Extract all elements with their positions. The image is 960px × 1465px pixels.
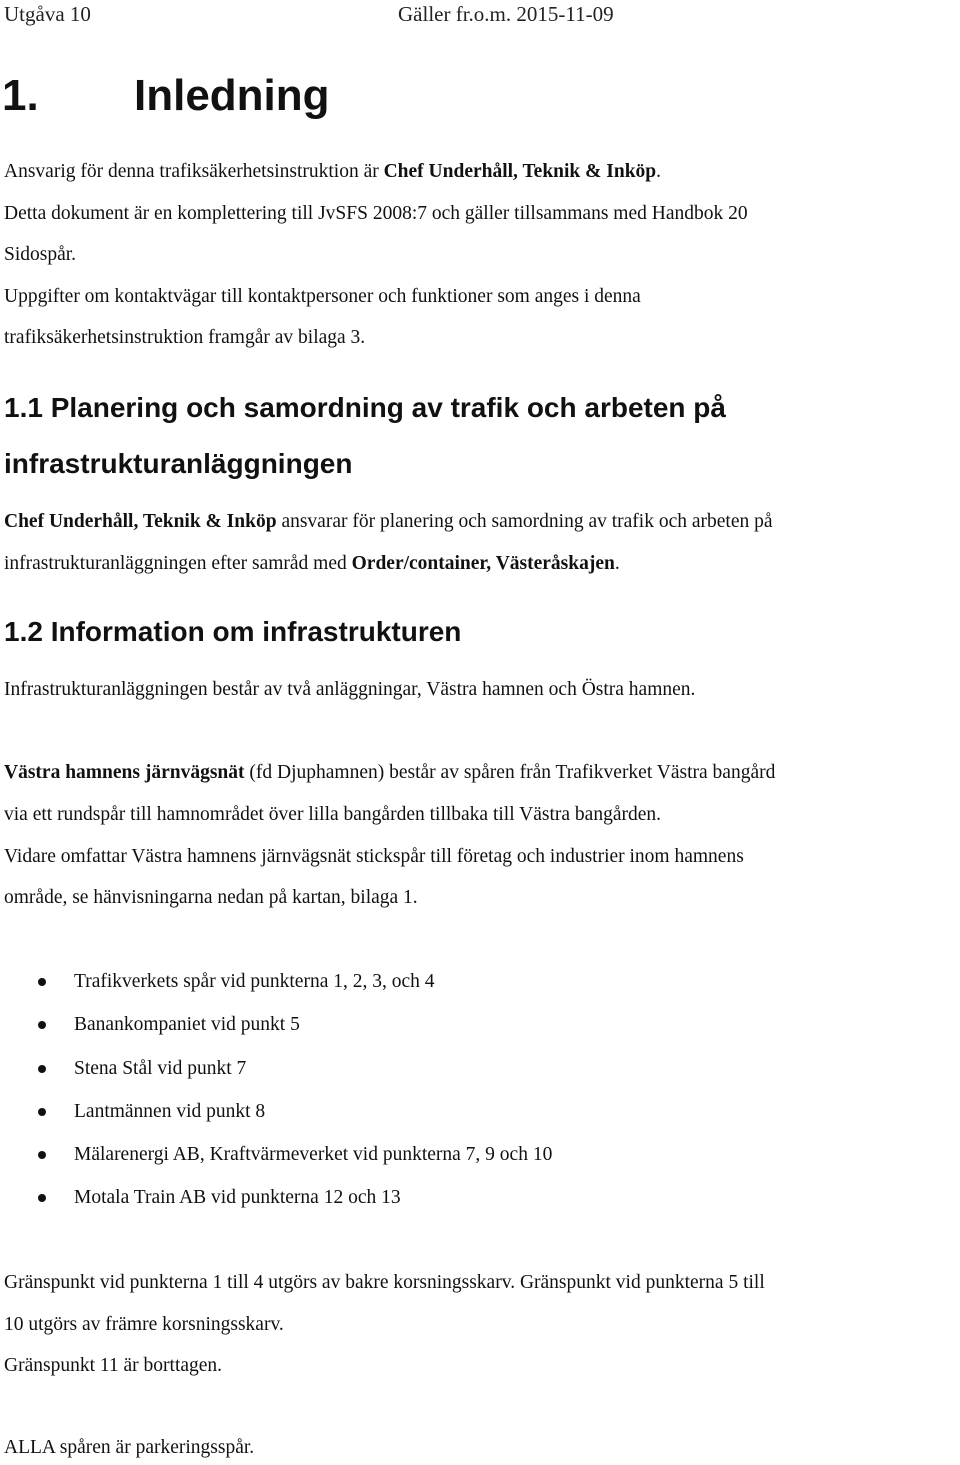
section-1-1-title-line-2: infrastrukturanläggningen xyxy=(4,448,353,479)
planning-partner: Order/container, Västeråskajen xyxy=(351,553,615,574)
list-item xyxy=(0,970,960,998)
contact-line-1: Uppgifter om kontaktvägar till kontaktpersoner och funktioner som anges i denna xyxy=(4,286,641,307)
list-item xyxy=(0,1143,960,1171)
planning-paragraph-line-2 xyxy=(4,552,620,576)
planning-suffix: . xyxy=(614,553,620,574)
responsible-role: Chef Underhåll, Teknik & Inköp xyxy=(383,161,657,182)
list-item-text: Motala Train AB vid punkterna 12 och 13 xyxy=(74,1187,401,1208)
bullet-icon xyxy=(38,1108,46,1116)
list-item-text: Banankompaniet vid punkt 5 xyxy=(74,1014,300,1035)
list-item xyxy=(0,1013,960,1041)
section-1-title: Inledning xyxy=(134,71,330,120)
list-item-text: Trafikverkets spår vid punkterna 1, 2, 3, och 4 xyxy=(74,971,435,992)
west-harbour-line-1 xyxy=(4,761,775,785)
bullet-icon xyxy=(38,1065,46,1073)
west-harbour-text: (fd Djuphamnen) består av spåren från Trafikverket Västra bangård xyxy=(244,762,776,783)
contact-line-2: trafiksäkerhetsinstruktion framgår av bilaga 3. xyxy=(4,327,366,348)
list-item-text: Lantmännen vid punkt 8 xyxy=(74,1101,266,1122)
border-point-line-2: 10 utgörs av främre korsningsskarv. xyxy=(4,1314,284,1335)
responsible-suffix: . xyxy=(656,161,662,182)
supplement-line-1: Detta dokument är en komplettering till JvSFS 2008:7 och gäller tillsammans med Handbok 20 xyxy=(4,203,748,224)
infrastructure-summary: Infrastrukturanläggningen består av två anläggningar, Västra hamnen och Östra hamnen. xyxy=(4,679,696,700)
responsible-text: Ansvarig för denna trafiksäkerhetsinstruktion är xyxy=(4,161,384,182)
planning-text-2: infrastrukturanläggningen efter samråd med xyxy=(4,553,352,574)
section-1-heading xyxy=(2,68,330,124)
list-item xyxy=(0,1057,960,1085)
list-item xyxy=(0,1100,960,1128)
section-1-1-title-line-1: 1.1 Planering och samordning av trafik och arbeten på xyxy=(4,392,726,423)
west-harbour-name: Västra hamnens järnvägsnät xyxy=(4,762,245,783)
valid-from-label: Gäller fr.o.m. 2015-11-09 xyxy=(398,2,614,26)
planning-paragraph-line-1 xyxy=(4,510,773,534)
list-item xyxy=(0,1186,960,1214)
list-item-text: Stena Stål vid punkt 7 xyxy=(74,1058,247,1079)
spur-tracks-line-2: område, se hänvisningarna nedan på kartan, bilaga 1. xyxy=(4,887,418,908)
border-point-removed: Gränspunkt 11 är borttagen. xyxy=(4,1355,223,1376)
section-1-number: 1. xyxy=(2,71,39,120)
planning-text: ansvarar för planering och samordning av trafik och arbeten på xyxy=(276,511,773,532)
section-1-2-title: 1.2 Information om infrastrukturen xyxy=(4,616,462,647)
supplement-line-2: Sidospår. xyxy=(4,244,77,265)
responsible-paragraph xyxy=(4,160,661,184)
bullet-icon xyxy=(38,978,46,986)
bullet-icon xyxy=(38,1194,46,1202)
border-point-line-1: Gränspunkt vid punkterna 1 till 4 utgörs av bakre korsningsskarv. Gränspunkt vid punkterna 5 till xyxy=(4,1272,765,1293)
edition-label: Utgåva 10 xyxy=(4,2,91,26)
bullet-icon xyxy=(38,1151,46,1159)
spur-tracks-line-1: Vidare omfattar Västra hamnens järnvägsnät stickspår till företag och industrier inom hamnens xyxy=(4,846,744,867)
parking-tracks-note: ALLA spåren är parkeringsspår. xyxy=(4,1437,255,1458)
list-item-text: Mälarenergi AB, Kraftvärmeverket vid punkterna 7, 9 och 10 xyxy=(74,1144,553,1165)
west-harbour-line-2: via ett rundspår till hamnområdet över lilla bangården tillbaka till Västra bangården. xyxy=(4,804,662,825)
planning-role: Chef Underhåll, Teknik & Inköp xyxy=(4,511,277,532)
bullet-icon xyxy=(38,1021,46,1029)
